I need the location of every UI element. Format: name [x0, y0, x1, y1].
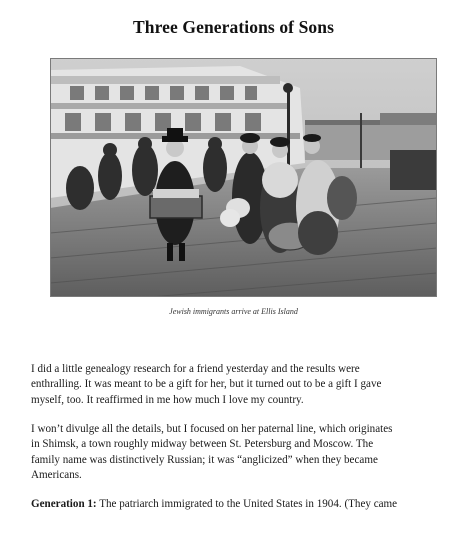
paragraph-line: I won’t divulge all the details, but I focused on her paternal line, which originates: [31, 423, 393, 435]
paragraph-line: [31, 497, 441, 512]
paragraph-line: family name was distinctively Russian; it was “anglicized” when they became: [31, 453, 378, 466]
ellis-island-photo: [50, 58, 437, 297]
generation-text: The patriarch immigrated to the United States in 1904. (They came: [96, 498, 398, 510]
generation-label: Generation 1:: [31, 498, 97, 510]
photo-caption: Jewish immigrants arrive at Ellis Island: [169, 307, 298, 316]
paragraph-line: myself, too. It reaffirmed in me how much I love my country.: [31, 393, 304, 406]
paragraph-line: Americans.: [31, 468, 82, 481]
paragraph-line: in Shimsk, a town roughly midway between St. Petersburg and Moscow. The: [31, 438, 374, 451]
article-title: Three Generations of Sons: [133, 17, 334, 37]
paragraph-line: enthralling. It was meant to be a gift for her, but it turned out to be a gift I gave: [31, 378, 382, 391]
paragraph-2: [31, 422, 441, 483]
paragraph-3: [31, 497, 441, 512]
paragraph-1: [31, 362, 441, 408]
photo-illustration: [50, 58, 437, 297]
paragraph-line: I did a little genealogy research for a friend yesterday and the results were: [31, 363, 360, 375]
